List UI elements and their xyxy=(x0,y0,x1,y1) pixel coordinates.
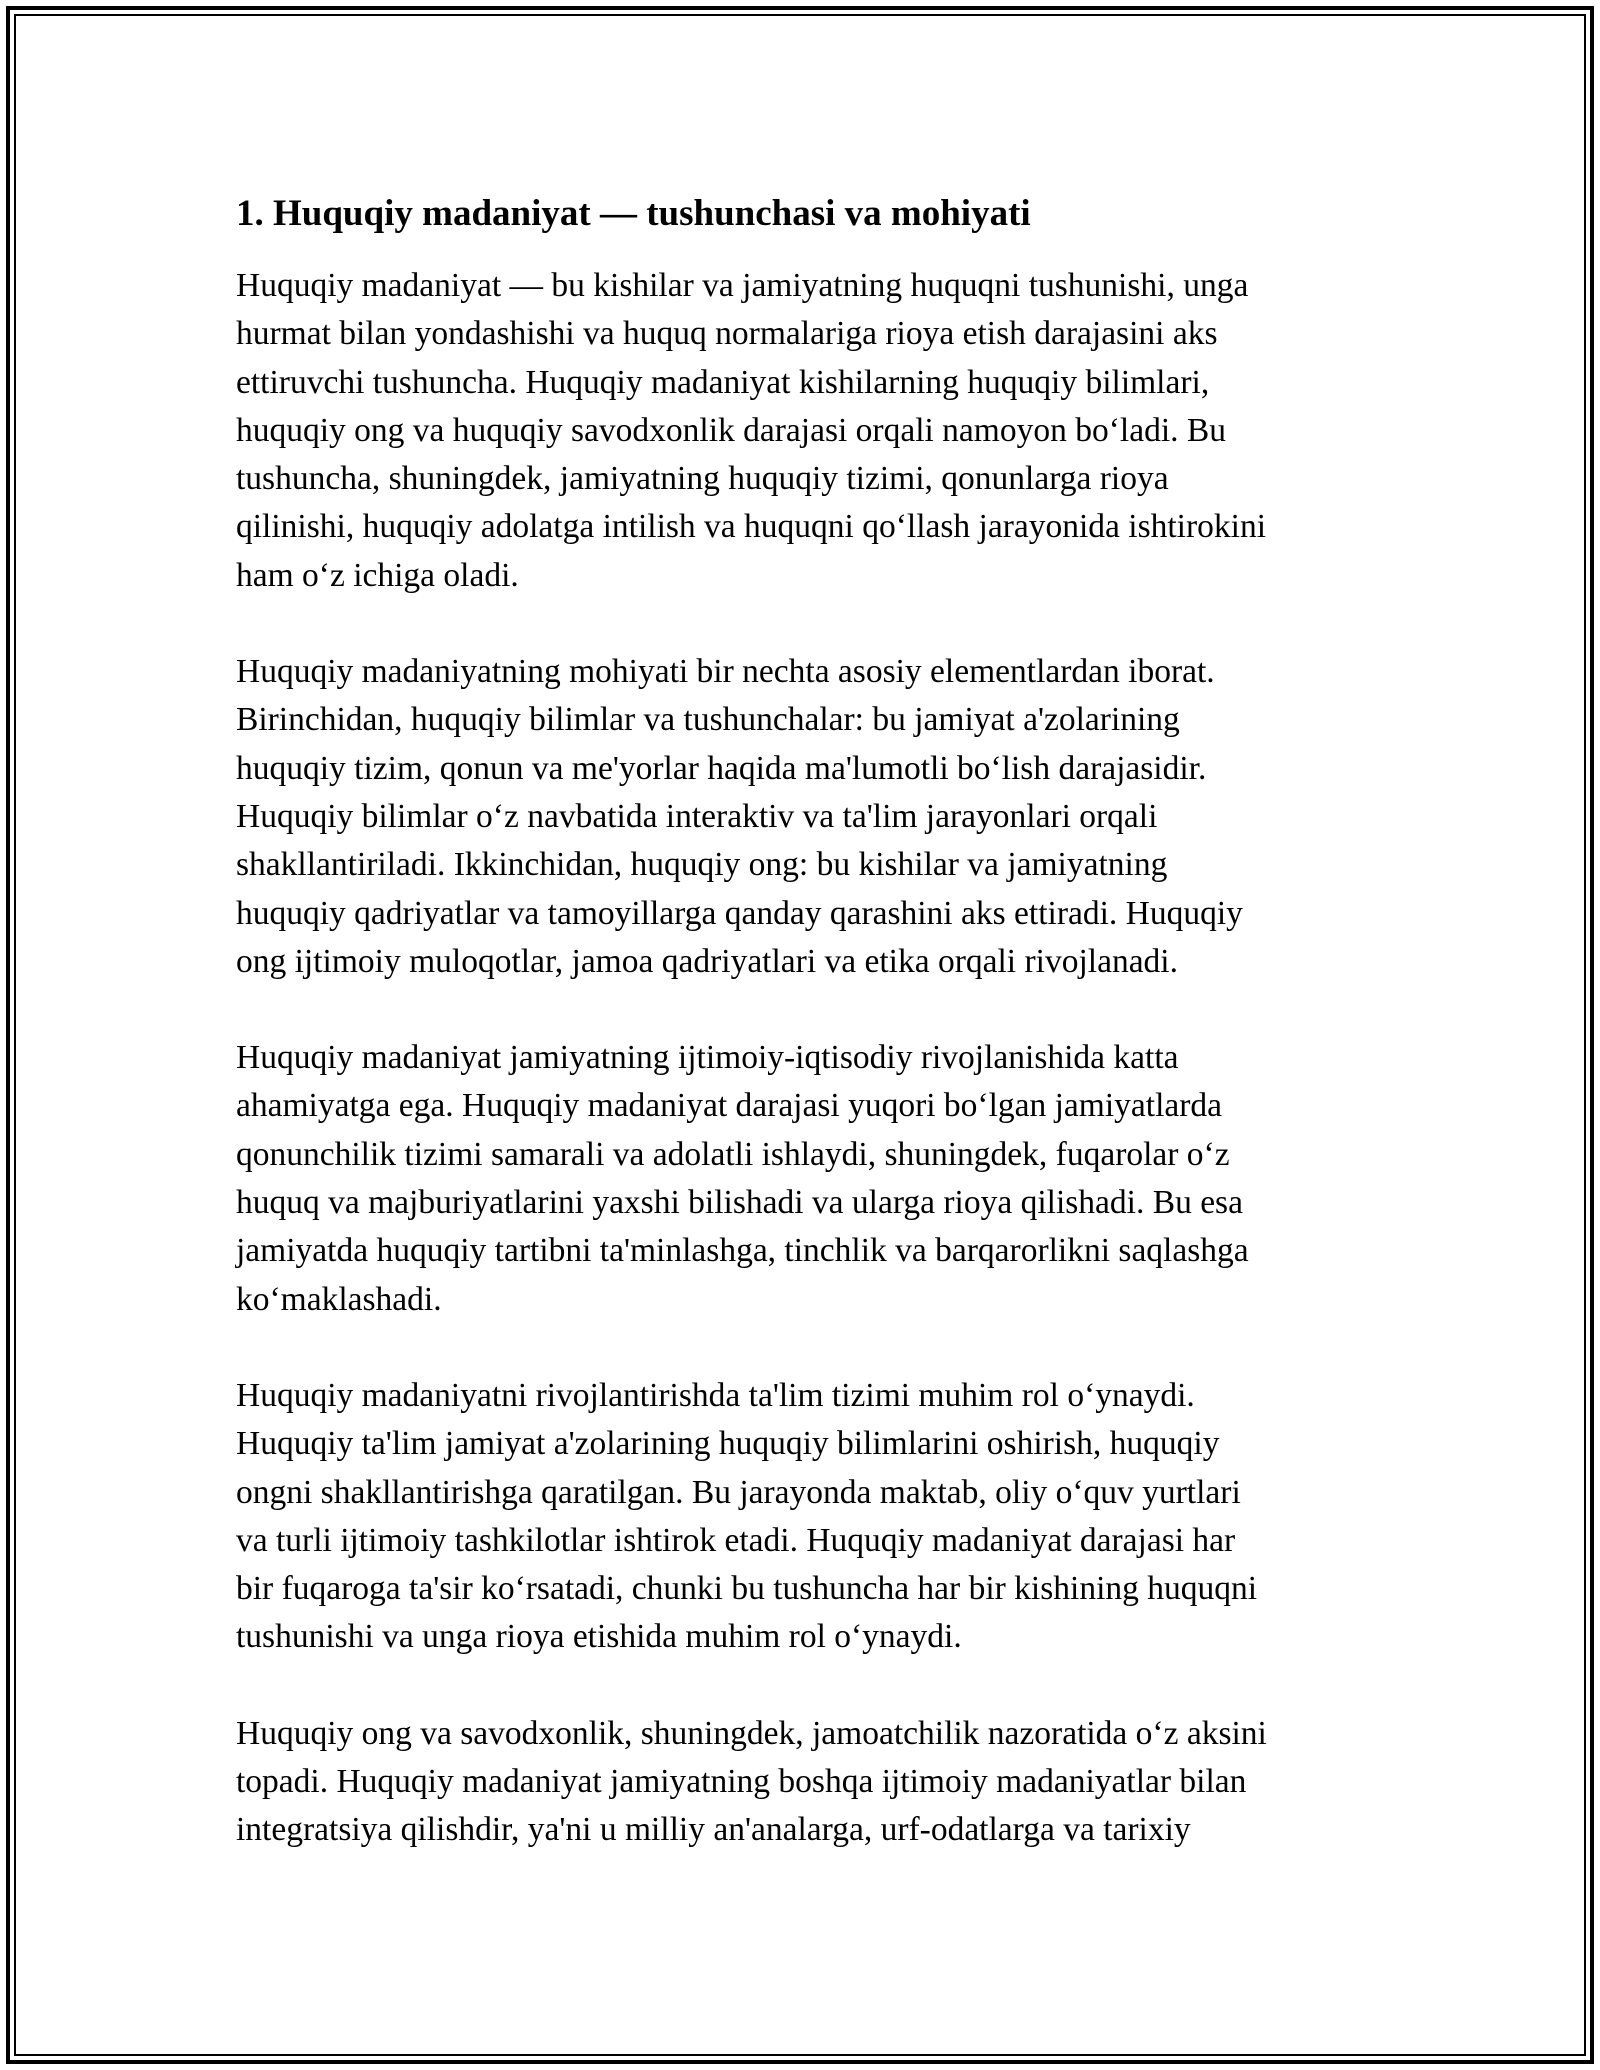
section-heading: 1. Huquqiy madaniyat — tushunchasi va mohiyati xyxy=(236,193,1031,234)
paragraph-3: Huquqiy madaniyat jamiyatning ijtimoiy-iqtisodiy rivojlanishida katta ahamiyatga ega. Huquqiy madaniyat darajasi yuqori boʻlgan jamiyatlarda qonunchilik tizimi samarali va adolatli ishlaydi, shuningdek, fuqarolar oʻz huquq va majburiyatlarini yaxshi bilishadi va ularga rioya qilishadi. Bu esa jamiyatda huquqiy tartibni ta'minlashga, tinchlik va barqarorlikni saqlashga koʻmaklashadi. xyxy=(236,1039,1249,1318)
paragraph-5: Huquqiy ong va savodxonlik, shuningdek, jamoatchilik nazoratida oʻz aksini topadi. Huquqiy madaniyat jamiyatning boshqa ijtimoiy madaniyatlar bilan integratsiya qilishdir, ya'ni u milliy an'analarga, urf-odatlarga va tarixiy xyxy=(236,1714,1267,1849)
paragraph-1: Huquqiy madaniyat — bu kishilar va jamiyatning huquqni tushunishi, unga hurmat bilan yondashishi va huquq normalariga rioya etish darajasini aks ettiruvchi tushuncha. Huquqiy madaniyat kishilarning huquqiy bilimlari, huquqiy ong va huquqiy savodxonlik darajasi orqali namoyon boʻladi. Bu tushuncha, shuningdek, jamiyatning huquqiy tizimi, qonunlarga rioya qilinishi, huquqiy adolatga intilish va huquqni qoʻllash jarayonida ishtirokini ham oʻz ichiga oladi. xyxy=(236,267,1267,594)
document-body xyxy=(236,186,1366,1903)
paragraph-4: Huquqiy madaniyatni rivojlantirishda ta'lim tizimi muhim rol oʻynaydi. Huquqiy ta'lim jamiyat a'zolarining huquqiy bilimlarini oshirish, huquqiy ongni shakllantirishga qaratilgan. Bu jarayonda maktab, oliy oʻquv yurtlari va turli ijtimoiy tashkilotlar ishtirok etadi. Huquqiy madaniyat darajasi har bir fuqaroga ta'sir koʻrsatadi, chunki bu tushuncha har bir kishining huquqni tushunishi va unga rioya etishida muhim rol oʻynaydi. xyxy=(236,1376,1258,1656)
paragraph-2: Huquqiy madaniyatning mohiyati bir nechta asosiy elementlardan iborat. Birinchidan, huquqiy bilimlar va tushunchalar: bu jamiyat a'zolarining huquqiy tizim, qonun va me'yorlar haqida ma'lumotli boʻlish darajasidir. Huquqiy bilimlar oʻz navbatida interaktiv va ta'lim jarayonlari orqali shakllantiriladi. Ikkinchidan, huquqiy ong: bu kishilar va jamiyatning huquqiy qadriyatlar va tamoyillarga qanday qarashini aks ettiradi. Huquqiy ong ijtimoiy muloqotlar, jamoa qadriyatlari va etika orqali rivojlanadi. xyxy=(236,653,1243,980)
